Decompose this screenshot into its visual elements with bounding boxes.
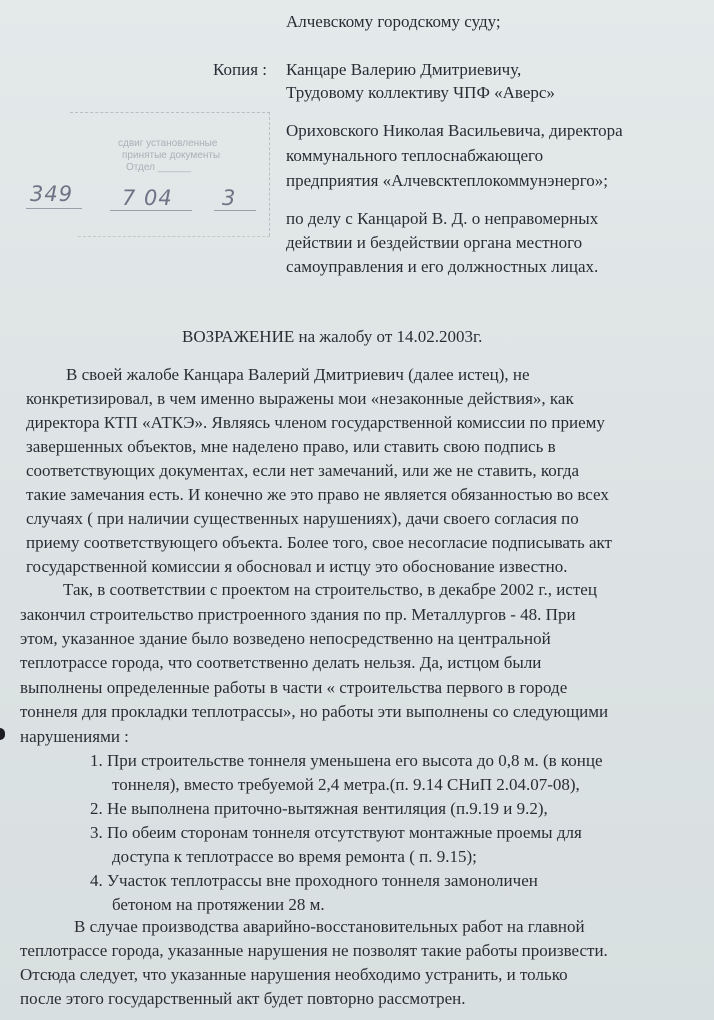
sender-line-1: Ориховского Николая Васильевича, директора	[286, 121, 623, 140]
punch-hole-mark	[0, 728, 5, 740]
stamp-underline-number	[26, 208, 82, 209]
para1-line: приему соответствующего объекта. Более того, свое несогласие подписывать акт	[26, 533, 612, 552]
violation-item-cont: бетоном на протяжении 28 м.	[112, 895, 325, 914]
stamp-underline-date	[110, 210, 192, 211]
violation-item-cont: тоннеля), вместо требуемой 2,4 метра.(п. 9.14 СНиП 2.04.07-08),	[112, 775, 580, 794]
stamp-underline-sheets	[214, 210, 256, 211]
sender-line-2: коммунального теплоснабжающего	[286, 146, 544, 165]
stamp-border-bottom	[78, 236, 270, 237]
violation-item: 4. Участок теплотрассы вне проходного тоннеля замоноличен	[90, 871, 538, 890]
case-line-1: по делу с Канцарой В. Д. о неправомерных	[286, 209, 599, 228]
copy-recipient-2: Трудовому коллективу ЧПФ «Аверс»	[286, 83, 555, 102]
violation-item-cont: доступа к теплотрассе во время ремонта ( п. 9.15);	[112, 847, 477, 866]
addressee: Алчевскому городскому суду;	[286, 12, 501, 31]
para2-line: этом, указанное здание было возведено непосредственно на центральной	[20, 629, 551, 648]
sender-line-3: предприятия «Алчевсктеплокоммунэнерго»;	[286, 171, 608, 190]
stamp-faint-text-3: Отдел ______	[126, 162, 192, 173]
stamp-sheets: 3	[222, 186, 237, 210]
violation-item: 1. При строительстве тоннеля уменьшена его высота до 0,8 м. (в конце	[90, 751, 603, 770]
stamp-faint-text-2: принятые документы	[122, 150, 221, 161]
document-title: ВОЗРАЖЕНИЕ на жалобу от 14.02.2003г.	[182, 327, 483, 346]
para2-line: Так, в соответствии с проектом на строительство, в декабре 2002 г., истец	[63, 580, 597, 599]
para2-line: тоннеля для прокладки теплотрассы», но работы эти выполнены со следующими	[20, 702, 609, 721]
stamp-border-right	[269, 112, 270, 236]
case-line-2: действии и бездействии органа местного	[286, 233, 583, 252]
copy-label: Копия :	[213, 60, 267, 79]
stamp-faint-text-1: сдвиг установленные	[118, 138, 218, 149]
case-line-3: самоуправления и его должностных лицах.	[286, 257, 599, 276]
para3-line: теплотрассе города, указанные нарушения не позволят такие работы произвести.	[20, 941, 608, 960]
para1-line: конкретизировал, в чем именно выражены мои «незаконные действия», как	[26, 389, 574, 408]
registration-stamp	[18, 112, 270, 242]
para1-line: такие замечания есть. И конечно же это право не является обязанностью во всех	[26, 485, 609, 504]
para1-line: соответствующих документах, если нет замечаний, или же не ставить, когда	[26, 461, 580, 480]
violation-item: 3. По обеим сторонам тоннеля отсутствуют монтажные проемы для	[90, 823, 582, 842]
para1-line: государственной комиссии я обосновал и истцу это обоснование известно.	[26, 557, 568, 576]
violation-item: 2. Не выполнена приточно-вытяжная вентиляция (п.9.19 и 9.2),	[90, 799, 548, 818]
para1-line: случаях ( при наличии существенных нарушениях), дачи своего согласия по	[26, 509, 579, 528]
para1-line: директора КТП «АТКЭ». Являясь членом государственной комиссии по приему	[26, 413, 605, 432]
para3-line: В случае производства аварийно-восстановительных работ на главной	[74, 917, 585, 936]
para1-line: В своей жалобе Канцара Валерий Дмитриевич (далее истец), не	[66, 365, 530, 384]
para2-line: нарушениями :	[20, 727, 129, 746]
para2-line: выполнены определенные работы в части « строительства первого в городе	[20, 678, 568, 697]
para2-line: теплотрассе города, что соответственно делать нельзя. Да, истцом были	[20, 653, 542, 672]
para3-line: после этого государственный акт будет повторно рассмотрен.	[20, 989, 466, 1008]
copy-recipient-1: Канцаре Валерию Дмитриевичу,	[286, 60, 522, 79]
stamp-registration-number: 349	[30, 182, 74, 206]
para2-line: закончил строительство пристроенного здания по пр. Металлургов - 48. При	[20, 605, 576, 624]
para1-line: завершенных объектов, мне наделено право, или ставить свою подпись в	[26, 437, 556, 456]
stamp-border-top	[70, 112, 270, 113]
para3-line: Отсюда следует, что указанные нарушения необходимо устранить, и только	[20, 965, 568, 984]
stamp-date: 7 04	[122, 186, 173, 210]
